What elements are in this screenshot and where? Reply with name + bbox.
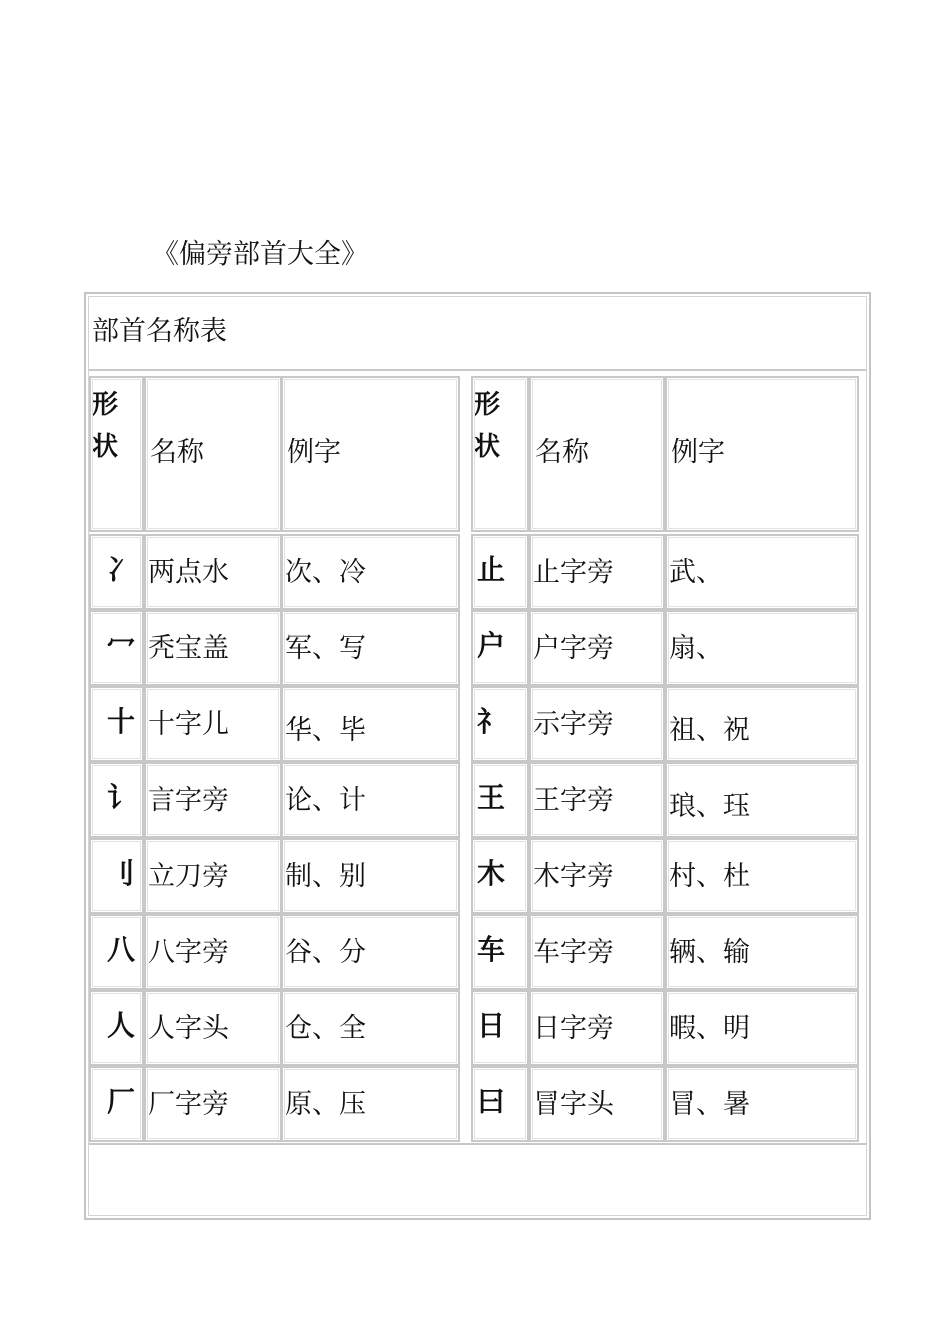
shape-header-char: 状 (92, 432, 119, 462)
radical-shape: 冫 (107, 553, 136, 586)
example-chars: 华、毕 (285, 715, 366, 746)
example-chars-cell (281, 686, 460, 762)
table-row (471, 838, 859, 914)
radical-shape: 户 (477, 629, 506, 662)
radical-shape-cell (471, 534, 529, 610)
radical-name-cell (144, 990, 282, 1066)
example-chars: 暇、明 (669, 1013, 750, 1044)
table-row (471, 1066, 859, 1142)
table-row (89, 1066, 461, 1142)
document-title: 《偏旁部首大全》 (152, 239, 368, 270)
shape-header-label (92, 384, 122, 468)
radical-name-cell (529, 762, 665, 838)
example-chars-cell (665, 914, 859, 990)
example-chars: 冒、暑 (669, 1089, 750, 1120)
radical-name-cell (529, 686, 665, 762)
header-row (471, 376, 859, 532)
radical-shape: 人 (107, 1009, 136, 1042)
radical-shape-cell (471, 1066, 529, 1142)
radical-shape-cell (471, 838, 529, 914)
radical-shape-cell (471, 762, 529, 838)
example-header-label: 例字 (671, 437, 725, 468)
radical-shape: 车 (477, 933, 506, 966)
table-row (471, 914, 859, 990)
caption-row (88, 296, 867, 371)
table-row (471, 686, 859, 762)
table-row (471, 762, 859, 838)
example-chars: 军、写 (285, 633, 366, 664)
example-chars: 制、别 (285, 861, 366, 892)
radical-name: 示字旁 (533, 709, 614, 740)
radical-name-cell (529, 990, 665, 1066)
radical-name-cell (529, 610, 665, 686)
shape-header-label (474, 384, 504, 468)
shape-header-char: 状 (474, 432, 501, 462)
radical-shape-cell (89, 686, 144, 762)
radical-name-cell (144, 686, 282, 762)
example-chars: 祖、祝 (669, 715, 750, 746)
name-header-label: 名称 (535, 437, 589, 468)
table-row (89, 914, 461, 990)
example-chars-cell (281, 534, 460, 610)
example-header-label: 例字 (287, 437, 341, 468)
radical-name-cell (529, 838, 665, 914)
table-row (471, 990, 859, 1066)
radical-name: 日字旁 (533, 1013, 614, 1044)
radical-name: 十字儿 (148, 709, 229, 740)
radical-name: 户字旁 (533, 633, 614, 664)
example-chars: 谷、分 (285, 937, 366, 968)
radical-shape: 曰 (477, 1085, 506, 1118)
example-chars-cell (665, 1066, 859, 1142)
radical-shape-cell (89, 762, 144, 838)
radical-shape: 讠 (107, 781, 136, 814)
radical-shape-cell (89, 838, 144, 914)
example-chars-cell (281, 610, 460, 686)
radical-name: 立刀旁 (148, 861, 229, 892)
example-chars-cell (665, 610, 859, 686)
radical-shape: 厂 (107, 1085, 136, 1118)
example-chars-cell (665, 838, 859, 914)
radical-name: 言字旁 (148, 785, 229, 816)
radical-name: 两点水 (148, 557, 229, 588)
radical-shape-cell (471, 610, 529, 686)
table-row (89, 990, 461, 1066)
radical-shape-cell (89, 990, 144, 1066)
name-header-label: 名称 (150, 437, 204, 468)
radical-table (84, 292, 871, 1220)
radical-shape: 日 (477, 1009, 506, 1042)
radical-name-cell (144, 914, 282, 990)
example-chars: 原、压 (285, 1089, 366, 1120)
radical-shape: 木 (477, 857, 506, 890)
radical-name: 秃宝盖 (148, 633, 229, 664)
radical-name-cell (144, 1066, 282, 1142)
radical-name: 车字旁 (533, 937, 614, 968)
example-chars-cell (281, 838, 460, 914)
radical-name-cell (144, 534, 282, 610)
radical-name: 人字头 (148, 1013, 229, 1044)
example-chars-cell (665, 990, 859, 1066)
radical-name-cell (529, 1066, 665, 1142)
example-chars: 武、 (669, 557, 723, 588)
table-row (89, 762, 461, 838)
radical-shape: 八 (107, 933, 136, 966)
example-chars: 村、杜 (669, 861, 750, 892)
radical-shape: 礻 (477, 705, 506, 738)
radical-shape: 冖 (107, 629, 136, 662)
radical-shape-cell (89, 1066, 144, 1142)
radical-shape-cell (471, 686, 529, 762)
radical-shape-cell (471, 914, 529, 990)
radical-name: 冒字头 (533, 1089, 614, 1120)
header-row (89, 376, 461, 532)
table-row (89, 838, 461, 914)
table-caption: 部首名称表 (92, 316, 227, 347)
radical-shape: 止 (477, 553, 506, 586)
example-chars-cell (281, 762, 460, 838)
table-row (89, 610, 461, 686)
example-chars: 论、计 (285, 785, 366, 816)
example-chars-cell (281, 1066, 460, 1142)
shape-header-char: 形 (474, 390, 501, 420)
shape-header-cell (89, 376, 144, 532)
radical-name-cell (144, 762, 282, 838)
example-chars-cell (281, 914, 460, 990)
shape-header-cell (471, 376, 529, 532)
radical-name-cell (529, 534, 665, 610)
radical-name: 八字旁 (148, 937, 229, 968)
empty-footer-row (88, 1143, 867, 1216)
example-chars-cell (665, 686, 859, 762)
radical-shape-cell (89, 534, 144, 610)
radical-shape: 刂 (107, 857, 136, 890)
radical-shape: 十 (107, 705, 136, 738)
example-header-cell (281, 376, 460, 532)
radical-shape-cell (89, 610, 144, 686)
name-header-cell (529, 376, 665, 532)
radical-name: 止字旁 (533, 557, 614, 588)
radical-name-cell (529, 914, 665, 990)
radical-shape-cell (471, 990, 529, 1066)
example-chars: 琅、珏 (669, 791, 750, 822)
example-chars-cell (665, 762, 859, 838)
radical-name: 王字旁 (533, 785, 614, 816)
example-chars-cell (281, 990, 460, 1066)
example-chars: 辆、输 (669, 937, 750, 968)
shape-header-char: 形 (92, 390, 119, 420)
example-header-cell (665, 376, 859, 532)
table-row (89, 686, 461, 762)
name-header-cell (144, 376, 282, 532)
radical-shape: 王 (477, 781, 506, 814)
radical-name-cell (144, 838, 282, 914)
example-chars: 扇、 (669, 633, 723, 664)
example-chars-cell (665, 534, 859, 610)
example-chars: 仓、全 (285, 1013, 366, 1044)
radical-shape-cell (89, 914, 144, 990)
table-row (471, 534, 859, 610)
table-row (471, 610, 859, 686)
radical-name: 木字旁 (533, 861, 614, 892)
table-row (89, 534, 461, 610)
radical-name-cell (144, 610, 282, 686)
example-chars: 次、冷 (285, 557, 366, 588)
radical-name: 厂字旁 (148, 1089, 229, 1120)
